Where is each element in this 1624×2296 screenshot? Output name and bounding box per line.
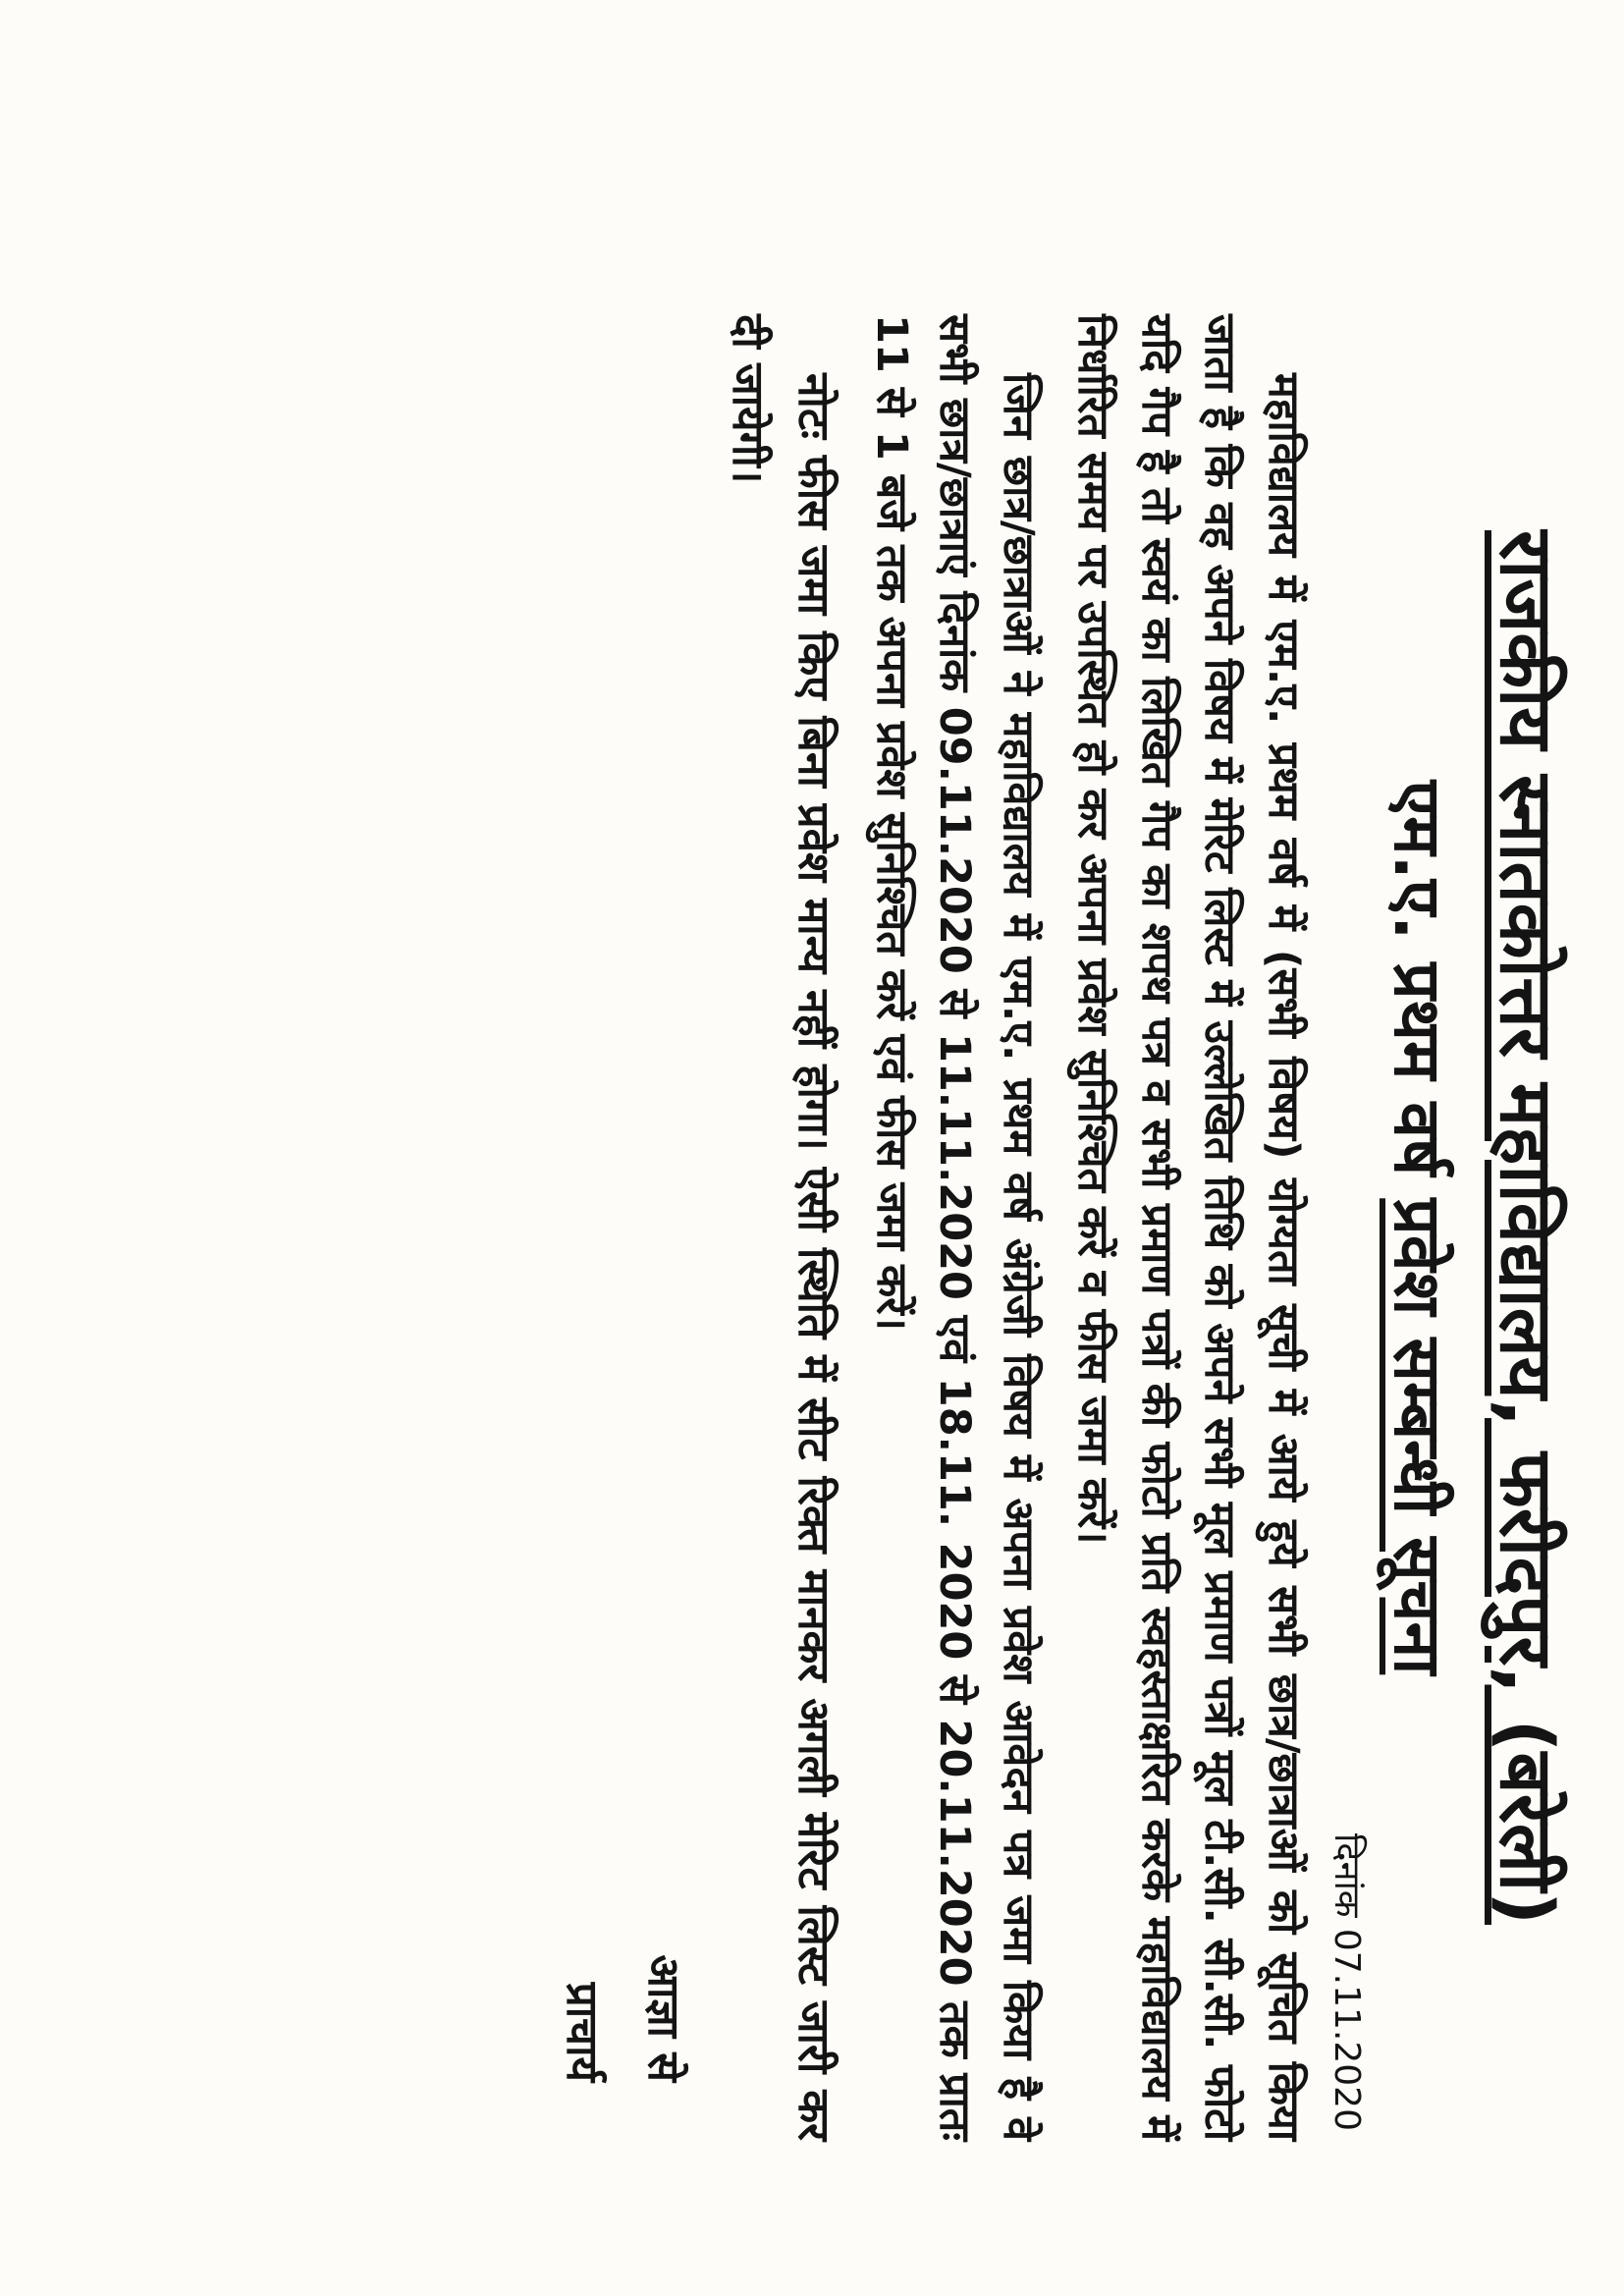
notice-date: दिनांक 07.11.2020	[1326, 1833, 1367, 2131]
college-heading	[1484, 314, 1567, 2141]
college-heading-text: राजकीय स्नातकोत्तर महाविद्यालय, फरीदपुर, (बरेली)	[1484, 529, 1568, 1926]
signature-block	[540, 314, 704, 2082]
notice-subheading	[1379, 314, 1456, 2141]
subheading-title: प्रवेश सम्बन्धी सूचना	[1379, 1198, 1455, 1675]
paragraph-merit-list: महाविद्यालय में एम.ए. प्रथम वर्ष में (सभी विषय) योग्यता सूची में आये हुये सभी छात्र/छात्राओं को सूचित किया जाता है कि वह अपने विषय में मेरिट लिस्ट में उल्लेखित तिथि को अपने सभी मूल प्रमाण पत्रों मूल टी.सी. सी.सी. फोटो यदि गैप है तो स्वयं का लिखित गैप का शपथ पत्र व सभी प्रमाण पत्रों की फोटो प्रति स्वहस्ताक्षरित करके महाविद्यालय में निर्धारित समय पर उपस्थित हो कर अपना प्रवेश सुनिश्चित करें व फीस जमा करें।	[1068, 314, 1308, 2141]
fee-note: नोटः फीस जमा किए बिना प्रवेश मान्य नहीं होगा। ऐसी स्थिति में सीट रिक्त मानकर अगली मेरिट लिस्ट जारी कर दी जायेगी।	[723, 314, 839, 2141]
sign-principal-line: प्राचार्य	[556, 1982, 607, 2082]
subheading-prefix: एम.ए. प्रथम वर्ष	[1379, 780, 1455, 1176]
admission-notice	[49, 295, 1581, 2160]
sign-order-line: आज्ञा से	[638, 1954, 689, 2082]
paragraph-english-admission: जिन छात्र/छात्राओं ने महाविद्यालय में एम.ए. प्रथम वर्ष अंग्रेजी विषय में अपना प्रवेश आवेदन पत्र जमा किया है वे सभी छात्र/छात्राएं दिनांक 09.11.2020 से 11.11.2020 एवं 18.11. 2020 से 20.11.2020 तक प्रातः 11 से 1 बजे तक अपना प्रवेश सुनिश्चित करें एवं फीस जमा करें।	[866, 314, 1043, 2141]
